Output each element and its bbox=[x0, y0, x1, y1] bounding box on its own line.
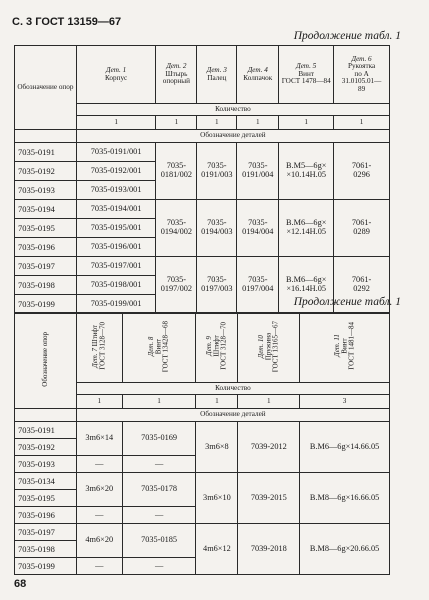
det1-cell: 7035-0197/001 bbox=[76, 257, 156, 276]
table-row: 7035-0197 bbox=[15, 257, 77, 276]
det10-group-2: 7039-2015 bbox=[238, 473, 300, 524]
det3-group-1: 7035- 0191/003 bbox=[197, 143, 237, 200]
dash-cell: — bbox=[122, 558, 196, 575]
qty-det1: 1 bbox=[76, 116, 156, 130]
qty-det2: 1 bbox=[156, 116, 197, 130]
col-header-det1: Дет. 1 Корпус bbox=[76, 46, 156, 104]
det4-group-1: 7035- 0191/004 bbox=[237, 143, 279, 200]
col-header-det6: Дет. 6 Рукоятка по А 31.0105.01— 89 bbox=[334, 46, 390, 104]
page-header: С. 3 ГОСТ 13159—67 bbox=[12, 16, 122, 28]
det1-cell: 7035-0194/001 bbox=[76, 200, 156, 219]
table-row: 7035-0196 bbox=[15, 507, 77, 524]
det2-group-2: 7035- 0194/002 bbox=[156, 200, 197, 257]
table-row: 7035-0195 bbox=[15, 490, 77, 507]
qty-det8: 1 bbox=[122, 395, 196, 409]
table-row: 7035-0134 bbox=[15, 473, 77, 490]
table-1 bbox=[14, 45, 390, 314]
dash-cell: — bbox=[122, 456, 196, 473]
table-row: 7035-0193 bbox=[15, 181, 77, 200]
det10-group-1: 7039-2012 bbox=[238, 422, 300, 473]
det4-group-3: 7035- 0197/004 bbox=[237, 257, 279, 314]
table-row: 7035-0193 bbox=[15, 456, 77, 473]
qty-det6: 1 bbox=[334, 116, 390, 130]
table-row: 7035-0199 bbox=[15, 558, 77, 575]
table-row: 7035-0191 bbox=[15, 143, 77, 162]
det6-group-3: 7061- 0292 bbox=[334, 257, 390, 314]
det3-group-3: 7035- 0197/003 bbox=[197, 257, 237, 314]
quantity-label: Количество bbox=[76, 383, 389, 395]
qty-det11: 3 bbox=[300, 395, 390, 409]
det11-group-1: В.М6—6g×14.66.05 bbox=[300, 422, 390, 473]
det1-cell: 7035-0199/001 bbox=[76, 295, 156, 314]
qty-det10: 1 bbox=[238, 395, 300, 409]
det7-group-3: 4m6×20 bbox=[76, 524, 122, 558]
det2-group-3: 7035- 0197/002 bbox=[156, 257, 197, 314]
det5-group-3: В.М6—6g× ×16.14Н.05 bbox=[279, 257, 334, 314]
col-header-det3: Дет. 3 Палец bbox=[197, 46, 237, 104]
det8-group-3: 7035-0185 bbox=[122, 524, 196, 558]
det1-cell: 7035-0192/001 bbox=[76, 162, 156, 181]
continuation-label-1: Продолжение табл. 1 bbox=[293, 30, 401, 42]
table-row: 7035-0198 bbox=[15, 276, 77, 295]
quantity-label: Количество bbox=[76, 104, 389, 116]
table-2 bbox=[14, 312, 390, 575]
dash-cell: — bbox=[76, 456, 122, 473]
det2-group-1: 7035- 0181/002 bbox=[156, 143, 197, 200]
dash-cell: — bbox=[76, 507, 122, 524]
det11-group-3: В.М8—6g×20.66.05 bbox=[300, 524, 390, 575]
col-header-det11: Дет. 11 Винт ГОСТ 1481—84 bbox=[300, 313, 390, 383]
qty-det9: 1 bbox=[196, 395, 238, 409]
det1-cell: 7035-0198/001 bbox=[76, 276, 156, 295]
table-row: 7035-0192 bbox=[15, 439, 77, 456]
det1-cell: 7035-0196/001 bbox=[76, 238, 156, 257]
continuation-label-2: Продолжение табл. 1 bbox=[293, 296, 401, 308]
det7-group-2: 3m6×20 bbox=[76, 473, 122, 507]
col-header-det4: Дет. 4 Колпачок bbox=[237, 46, 279, 104]
qty-det4: 1 bbox=[237, 116, 279, 130]
dash-cell: — bbox=[76, 558, 122, 575]
det11-group-2: В.М8—6g×16.66.05 bbox=[300, 473, 390, 524]
det6-group-1: 7061- 0296 bbox=[334, 143, 390, 200]
col-header-det9: Дет. 9 Штифт ГОСТ 3128—70 bbox=[196, 313, 238, 383]
det4-group-2: 7035- 0194/004 bbox=[237, 200, 279, 257]
parts-designation-label: Обозначение деталей bbox=[76, 130, 389, 143]
det8-group-1: 7035-0169 bbox=[122, 422, 196, 456]
det1-cell: 7035-0191/001 bbox=[76, 143, 156, 162]
qty-det5: 1 bbox=[279, 116, 334, 130]
dash-cell: — bbox=[122, 507, 196, 524]
table-row: 7035-0198 bbox=[15, 541, 77, 558]
table-row: 7035-0195 bbox=[15, 219, 77, 238]
page-number: 68 bbox=[14, 578, 27, 590]
table-row: 7035-0199 bbox=[15, 295, 77, 314]
det7-group-1: 3m6×14 bbox=[76, 422, 122, 456]
col-header-det5: Дет. 5 Винт ГОСТ 1478—84 bbox=[279, 46, 334, 104]
table-row: 7035-0196 bbox=[15, 238, 77, 257]
det9-group-1: 3m6×8 bbox=[196, 422, 238, 473]
det9-group-3: 4m6×12 bbox=[196, 524, 238, 575]
det9-group-2: 3m6×10 bbox=[196, 473, 238, 524]
det1-cell: 7035-0195/001 bbox=[76, 219, 156, 238]
det8-group-2: 7035-0178 bbox=[122, 473, 196, 507]
table-row: 7035-0194 bbox=[15, 200, 77, 219]
det10-group-3: 7039-2018 bbox=[238, 524, 300, 575]
det5-group-2: В.М6—6g× ×12.14Н.05 bbox=[279, 200, 334, 257]
designation-header: Обозначение опор bbox=[15, 313, 77, 409]
col-header-det10: Дет. 10 Пружина ГОСТ 13165—67 bbox=[238, 313, 300, 383]
designation-header: Обозначение опор bbox=[15, 46, 77, 130]
det3-group-2: 7035- 0194/003 bbox=[197, 200, 237, 257]
col-header-det7: Дет. 7 Штифт ГОСТ 3128—70 bbox=[76, 313, 122, 383]
parts-designation-label: Обозначение деталей bbox=[76, 409, 389, 422]
col-header-det2: Дет. 2 Штырь опорный bbox=[156, 46, 197, 104]
col-header-det8: Дет. 8 Винт ГОСТ 13428—68 bbox=[122, 313, 196, 383]
qty-det7: 1 bbox=[76, 395, 122, 409]
det1-cell: 7035-0193/001 bbox=[76, 181, 156, 200]
table-row: 7035-0192 bbox=[15, 162, 77, 181]
det5-group-1: В.М5—6g× ×10.14Н.05 bbox=[279, 143, 334, 200]
table-row: 7035-0197 bbox=[15, 524, 77, 541]
qty-det3: 1 bbox=[197, 116, 237, 130]
det6-group-2: 7061- 0289 bbox=[334, 200, 390, 257]
table-row: 7035-0191 bbox=[15, 422, 77, 439]
